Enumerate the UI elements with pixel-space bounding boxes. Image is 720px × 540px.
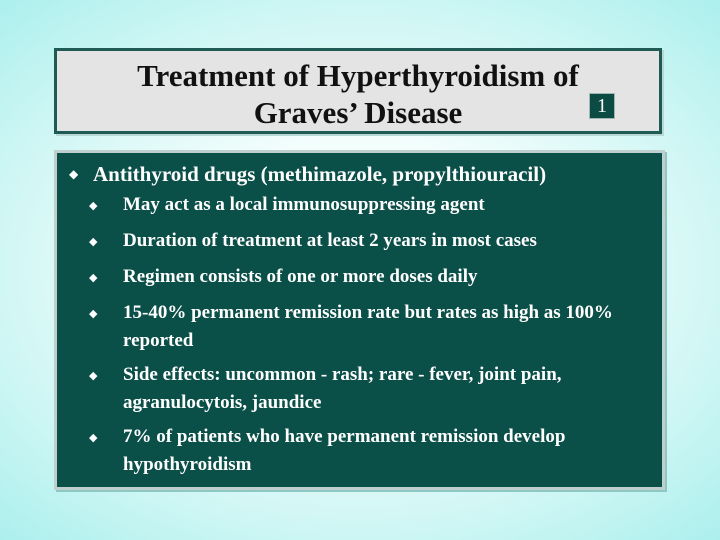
diamond-bullet-icon: ◆ bbox=[89, 272, 98, 284]
sub-bullet-item bbox=[67, 191, 657, 221]
sub-bullet-text: Regimen consists of one or more doses daily bbox=[123, 266, 478, 287]
diamond-bullet-icon: ◆ bbox=[89, 308, 98, 320]
sub-bullet-text: Side effects: uncommon - rash; rare - fever, joint pain, agranulocytois, jaundice bbox=[123, 364, 562, 413]
content-box bbox=[54, 150, 665, 490]
title-box bbox=[54, 48, 662, 134]
sub-bullet-item bbox=[67, 361, 657, 417]
slide-title-line-1: Treatment of Hyperthyroidism of bbox=[137, 58, 579, 93]
diamond-bullet-icon: ◆ bbox=[69, 167, 79, 181]
sub-bullet-item bbox=[67, 227, 657, 257]
sub-bullet-text: May act as a local immunosuppressing agent bbox=[123, 194, 485, 215]
sub-bullet-item bbox=[67, 423, 657, 479]
main-bullet-text: Antithyroid drugs (methimazole, propylthiouracil) bbox=[93, 162, 547, 186]
sub-bullet-item bbox=[67, 299, 657, 355]
diamond-bullet-icon: ◆ bbox=[89, 236, 98, 248]
sub-bullet-list bbox=[67, 191, 657, 479]
diamond-bullet-icon: ◆ bbox=[89, 432, 98, 444]
diamond-bullet-icon: ◆ bbox=[89, 200, 98, 212]
slide-title-line-2: Graves’ Disease bbox=[253, 95, 463, 130]
sub-bullet-text: Duration of treatment at least 2 years in most cases bbox=[123, 230, 537, 251]
sub-bullet-item bbox=[67, 263, 657, 293]
slide-number-badge: 1 bbox=[589, 93, 615, 119]
slide-title bbox=[57, 57, 659, 131]
sub-bullet-text: 7% of patients who have permanent remission develop hypothyroidism bbox=[123, 426, 566, 475]
main-bullet-item bbox=[67, 161, 657, 485]
diamond-bullet-icon: ◆ bbox=[89, 370, 98, 382]
sub-bullet-text: 15-40% permanent remission rate but rates as high as 100% reported bbox=[123, 302, 613, 351]
